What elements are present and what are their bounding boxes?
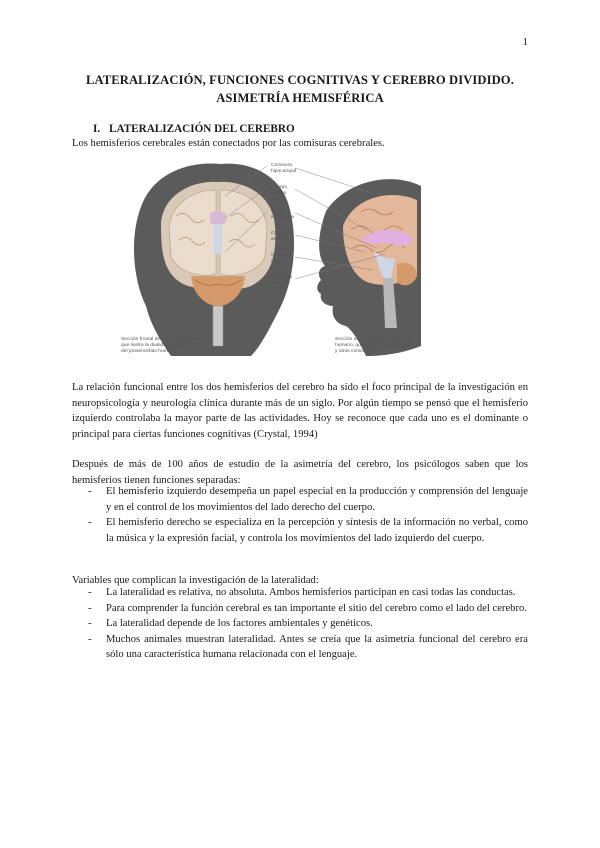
label-anterior-line2: anterior xyxy=(271,237,288,242)
list-item: - La lateralidad es relativa, no absoluta. Ambos hemisferios participan en casi todas las conductas. xyxy=(72,585,528,601)
list-marker: - xyxy=(88,486,92,497)
caption-right-line3: y otras comisuras. xyxy=(335,349,375,354)
section-title: LATERALIZACIÓN DEL CEREBRO xyxy=(109,123,295,135)
list-item: - El hemisferio izquierdo desempeña un papel especial en la producción y comprensión del lenguaje y en el control de los movimientos del lado derecho del cuerpo. xyxy=(88,486,528,513)
list-marker: - xyxy=(88,587,92,598)
list-item: - Para comprender la función cerebral es tan importante el sitio del cerebro como el lado del cerebro. xyxy=(72,601,528,617)
list-marker: - xyxy=(88,517,92,528)
brain-figure xyxy=(121,156,421,370)
label-quiasma-line1: Quiasma xyxy=(271,253,291,258)
label-anterior-line1: Comisura xyxy=(271,231,292,236)
caption-left-line1: Sección frontal del encéfalo humano xyxy=(121,337,201,342)
label-masa-line1: Masa xyxy=(271,209,283,214)
paragraph-2: Después de más de 100 años de estudio de la asimetría del cerebro, los psicólogos saben que los hemisferios tienen funciones separadas: xyxy=(72,459,528,486)
section-number: I. xyxy=(93,123,101,135)
label-hipocampal-line1: Comisura xyxy=(271,163,292,168)
label-posterior-line1: Comisura xyxy=(271,275,292,280)
figure-captions xyxy=(121,336,416,354)
caption-right-line1: Sección sagital media del encéfalo xyxy=(335,337,411,342)
list-item: - La lateralidad depende de los factores ambientales y genéticos. xyxy=(72,616,528,632)
title-line-2: ASIMETRÍA HEMISFÉRICA xyxy=(216,91,384,105)
section-heading xyxy=(93,123,295,135)
variables-list xyxy=(72,585,528,663)
paragraph-3: Variables que complican la investigación de la lateralidad: xyxy=(72,575,319,586)
paragraph-1: La relación funcional entre los dos hemisferios del cerebro ha sido el foco principal de la investigación en neuropsicología y neurología clínica durante más de un siglo. Por algún tiempo se pensó que el hemisferio izquierdo controlaba la mayor parte de las actividades. Hoy se reconoce que cada uno es el dominante o principal para ciertas funciones cognitivas (Crystal, 1994) xyxy=(72,382,528,440)
list-item: - Muchos animales muestran lateralidad. Antes se creía que la asimetría funcional del cerebro era sólo una característica humana relacionada con el lenguaje. xyxy=(88,633,528,660)
list-marker: - xyxy=(88,602,92,614)
label-hipocampal-line2: hipocampal xyxy=(271,169,297,174)
label-quiasma-line2: óptico xyxy=(271,259,285,264)
list-marker: - xyxy=(88,618,92,629)
title-line-1: LATERALIZACIÓN, FUNCIONES COGNITIVAS Y CEREBRO DIVIDIDO. xyxy=(86,73,514,87)
page-number: 1 xyxy=(522,36,528,48)
sagittal-section-illustration xyxy=(317,179,421,356)
label-posterior-line2: posterior xyxy=(271,281,291,286)
caption-left-line2: que ilustra la dualidad esencial xyxy=(121,343,188,348)
label-cuerpo-line1: Cuerpo xyxy=(271,185,288,190)
list-marker: - xyxy=(88,633,92,645)
label-cuerpo-line2: calloso xyxy=(271,191,287,196)
page-title xyxy=(70,71,530,107)
intro-text: Los hemisferios cerebrales están conectados por las comisuras cerebrales. xyxy=(72,138,385,149)
caption-left-line3: del prosencéfalo humano. xyxy=(121,349,178,354)
caption-right-line2: humano, que ilustra el cuerpo calloso xyxy=(335,343,417,348)
list-item: - El hemisferio derecho se especializa en la percepción y síntesis de la información no verbal, como la música y la expresión facial, y controla los movimientos del lado izquierdo del cuerpo. xyxy=(88,517,528,544)
functions-list xyxy=(72,484,528,546)
label-masa-line2: intermedia xyxy=(271,215,294,220)
